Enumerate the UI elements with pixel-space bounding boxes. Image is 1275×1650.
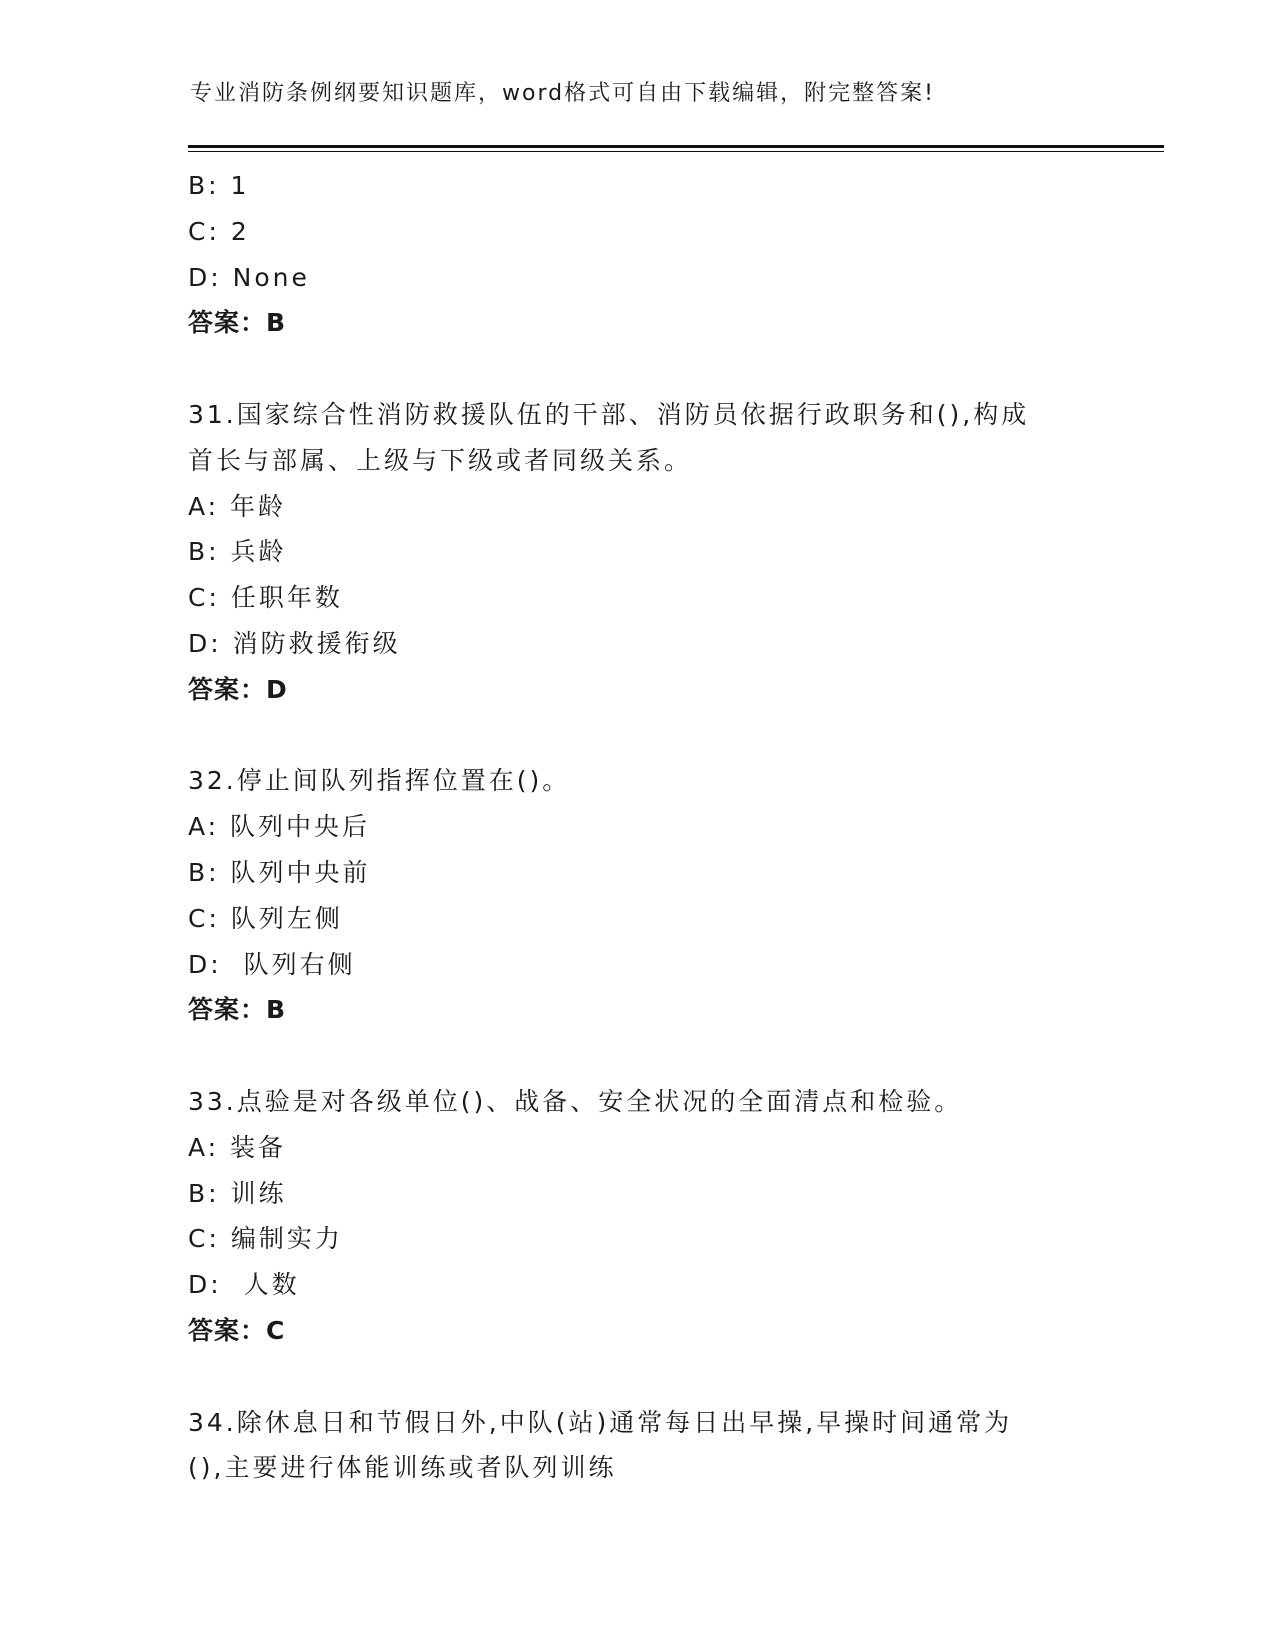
- option-b: B: 训练: [188, 1178, 287, 1208]
- question-34: [188, 1400, 1088, 1492]
- option-a: A: 年龄: [188, 491, 287, 521]
- answer-line: 答案：D: [188, 674, 288, 704]
- answer-line: 答案：C: [188, 1315, 286, 1345]
- page-header: 专业消防条例纲要知识题库，word格式可自由下载编辑，附完整答案!: [190, 81, 935, 106]
- option-c: C: 任职年数: [188, 583, 343, 613]
- question-text: 31.国家综合性消防救援队伍的干部、消防员依据行政职务和(),构成: [188, 399, 1030, 429]
- option-c: C: 编制实力: [188, 1224, 343, 1254]
- option-a: A: 装备: [188, 1132, 287, 1162]
- option-c: C: 2: [188, 216, 250, 246]
- option-b: B: 队列中央前: [188, 857, 371, 887]
- question-text: 34.除休息日和节假日外,中队(站)通常每日出早操,早操时间通常为: [188, 1407, 1013, 1437]
- header-rule-thick: [188, 145, 1164, 148]
- option-a: A: 队列中央后: [188, 812, 371, 842]
- option-d: D: 人数: [188, 1270, 300, 1300]
- answer-line: 答案：B: [188, 995, 287, 1025]
- option-b: B: 1: [188, 171, 250, 200]
- question-33: [188, 1079, 1088, 1354]
- question-content: [188, 163, 1088, 1491]
- question-text-continued: 首长与部属、上级与下级或者同级关系。: [188, 445, 693, 475]
- option-d: D: 队列右侧: [188, 949, 356, 979]
- option-b: B: 兵龄: [188, 537, 287, 567]
- question-text-continued: (),主要进行体能训练或者队列训练: [188, 1453, 617, 1483]
- answer-line: 答案：B: [188, 308, 287, 338]
- question-text: 33.点验是对各级单位()、战备、安全状况的全面清点和检验。: [188, 1086, 963, 1116]
- question-32: [188, 758, 1088, 1033]
- option-c: C: 队列左侧: [188, 903, 343, 933]
- question-text: 32.停止间队列指挥位置在()。: [188, 766, 571, 796]
- option-d: D: 消防救援衔级: [188, 628, 401, 658]
- option-d: D: None: [188, 262, 310, 292]
- header-rule-thin: [188, 151, 1164, 152]
- prev-question-block: [188, 163, 1088, 346]
- question-31: [188, 392, 1088, 713]
